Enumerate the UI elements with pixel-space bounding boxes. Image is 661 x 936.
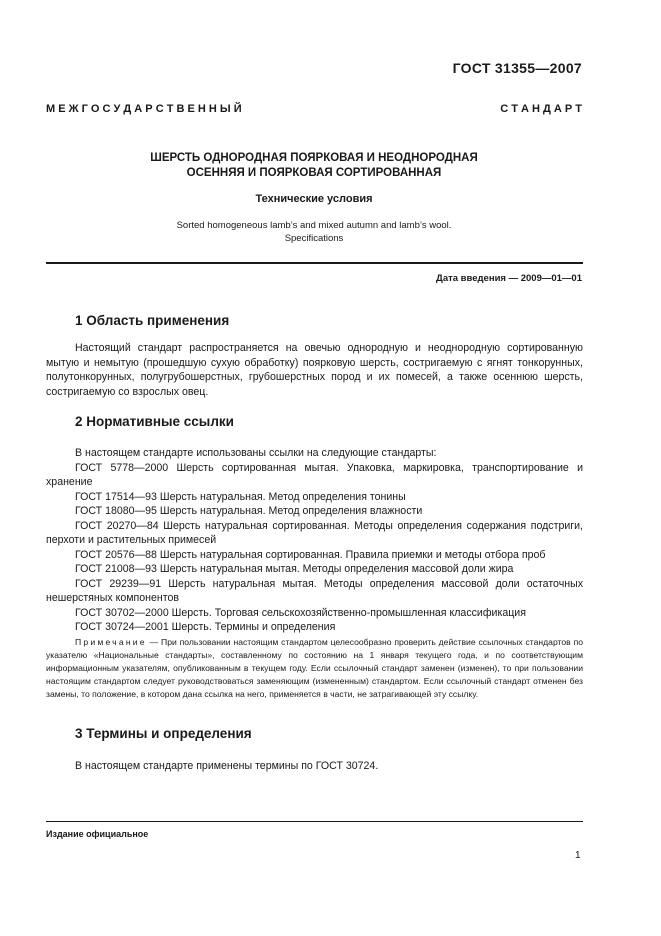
reference-item: ГОСТ 21008—93 Шерсть натуральная мытая. Методы определения массовой доли жира <box>75 563 514 575</box>
document-subtitle: Технические условия <box>255 193 373 205</box>
reference-item: ГОСТ 29239—91 Шерсть натуральная мытая. Методы определения массовой доли остаточных нешерстяных компонентов <box>46 577 583 604</box>
note-label: Примечание <box>75 637 147 647</box>
english-title-line-2: Specifications <box>284 233 344 244</box>
intro-date: Дата введения — 2009—01—01 <box>436 273 582 284</box>
references-intro: В настоящем стандарте использованы ссылки на следующие стандарты: <box>75 447 437 459</box>
references-note <box>46 636 583 701</box>
english-title <box>46 219 582 245</box>
section-1-heading: 1 Область применения <box>75 313 230 328</box>
standard-type-word-2: С Т А Н Д А Р Т <box>500 103 582 115</box>
section-3-heading: 3 Термины и определения <box>75 726 252 741</box>
page-number: 1 <box>575 850 581 861</box>
reference-item: ГОСТ 5778—2000 Шерсть сортированная мытая. Упаковка, маркировка, транспортирование и хранение <box>46 461 583 488</box>
section-1-text <box>46 341 583 399</box>
reference-item: ГОСТ 30702—2000 Шерсть. Торговая сельскохозяйственно-промышленная классификация <box>75 606 526 619</box>
references-list <box>46 446 583 635</box>
reference-item: ГОСТ 18080—95 Шерсть натуральная. Метод определения влажности <box>75 505 423 517</box>
section-1-text-content: Настоящий стандарт распространяется на овечью однородную и неоднородную сортированную мытую и немытую (прошедшую сухую обработку) поярковую шерсть, состригаемую с ягнят тонкорунных, полутонкорунных, полугрубошерстных, грубошерстных пород и их помесей, а также осеннюю шерсть, состригаемую со взрослых овец. <box>46 342 583 398</box>
standard-type-banner <box>46 103 582 115</box>
edition-label: Издание официальное <box>46 829 149 839</box>
reference-item: ГОСТ 30724—2001 Шерсть. Термины и определения <box>75 621 336 633</box>
standard-type-word-1: М Е Ж Г О С У Д А Р С Т В Е Н Н Ы Й <box>46 103 242 115</box>
section-3-text: В настоящем стандарте применены термины по ГОСТ 30724. <box>75 760 379 772</box>
reference-item: ГОСТ 20576—88 Шерсть натуральная сортированная. Правила приемки и методы отбора проб <box>75 548 546 561</box>
reference-item: ГОСТ 17514—93 Шерсть натуральная. Метод определения тонины <box>75 490 406 503</box>
note-text: — При пользовании настоящим стандартом целесообразно проверить действие ссылочных стандартов по указателю «Национальные стандарты», составленному по состоянию на 1 января текущего года, и по соответствующим информационным указателям, опубликованным в текущем году. Если ссылочный стандарт заменен (изменен), то при пользовании настоящим стандартом следует руководствоваться заменяющим (измененным) стандартом. Если ссылочный стандарт отменен без замены, то положение, в котором дана ссылка на него, применяется в части, не затрагивающей эту ссылку. <box>46 637 583 700</box>
section-2-heading: 2 Нормативные ссылки <box>75 414 234 429</box>
english-title-line-1: Sorted homogeneous lamb’s and mixed autumn and lamb’s wool. <box>176 220 452 231</box>
reference-item: ГОСТ 20270—84 Шерсть натуральная сортированная. Методы определения содержания подстриги, перхоти и растительных примесей <box>46 519 583 546</box>
header-divider <box>46 262 583 264</box>
title-line-1: ШЕРСТЬ ОДНОРОДНАЯ ПОЯРКОВАЯ И НЕОДНОРОДНАЯ <box>150 152 478 164</box>
footer-divider <box>46 821 583 822</box>
document-title <box>46 151 582 181</box>
title-line-2: ОСЕННЯЯ И ПОЯРКОВАЯ СОРТИРОВАННАЯ <box>186 167 442 179</box>
gost-number: ГОСТ 31355—2007 <box>452 60 582 76</box>
